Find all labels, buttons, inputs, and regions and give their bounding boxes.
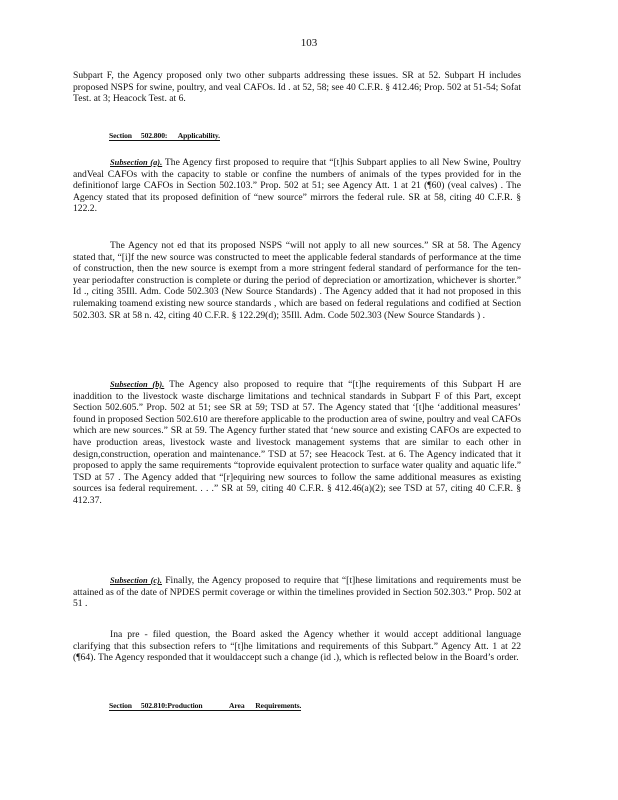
section-heading-production-area: Section 502.810:Production Area Requirements. xyxy=(109,701,302,710)
subsection-a-label: Subsection (a). xyxy=(110,158,163,167)
page-number: 103 xyxy=(300,37,318,49)
subsection-c-label: Subsection (c). xyxy=(110,576,162,585)
paragraph-subsection-a xyxy=(73,157,521,215)
paragraph-intro: Subpart F, the Agency proposed only two other subparts addressing these issues. SR at 52. Subpart H includes proposed NSPS for swine, poultry, and veal CAFOs. Id . at 52, 58; see 40 C.F.R. § 412.46; Prop. 502 at 51-54; Sofat Test. at 3; Heacock Test. at 6. xyxy=(73,70,521,105)
paragraph-subsection-c xyxy=(73,575,521,610)
paragraph-new-source: The Agency not ed that its proposed NSPS “will not apply to all new sources.” SR at 58. The Agency stated that, “[i]f the new source was constructed to meet the applicable federal standards of performance at the time of construction, then the new source is exempt from a more stringent federal standard of performance for the ten-year periodafter construction is complete or during the period of depreciation or amortization, whichever is shorter.” Id ., citing 35Ill. Adm. Code 502.303 (New Source Standards) . The Agency added that it had not proposed in this rulemaking toamend existing new source standards , which are based on federal regulations and codified at Section 502.303. SR at 58 n. 42, citing 40 C.F.R. § 122.29(d); 35Ill. Adm. Code 502.303 (New Source Standards ) . xyxy=(73,240,521,321)
subsection-a-text: The Agency first proposed to require that “[t]his Subpart applies to all New Swine, Poultry andVeal CAFOs with the capacity to stable or confine the numbers of animals of the types provided for in the definitionof large CAFOs in Section 502.103.” Prop. 502 at 51; see Agency Att. 1 at 21 (¶60) (veal calves) . The Agency stated that its proposed definition of “new source” mirrors the federal rule. SR at 58, citing 40 C.F.R. § 122.2. xyxy=(73,157,521,215)
paragraph-board-question: Ina pre - filed question, the Board asked the Agency whether it would accept additional language clarifying that this subsection refers to “[t]he limitations and requirements of this Subpart.” Agency Att. 1 at 22 (¶64). The Agency responded that it wouldaccept such a change (id .), which is reflected below in the Board’s order. xyxy=(73,629,521,664)
paragraph-subsection-b xyxy=(73,379,521,507)
subsection-b-label: Subsection (b). xyxy=(110,380,165,389)
section-heading-applicability: Section 502.800: Applicability. xyxy=(109,131,220,140)
subsection-c-text: Finally, the Agency proposed to require that “[t]hese limitations and requirements must be attained as of the date of NPDES permit coverage or within the timelines provided in Section 502.303.” Prop. 502 at 51 . xyxy=(73,575,521,610)
subsection-b-text: The Agency also proposed to require that “[t]he requirements of this Subpart H are inaddition to the livestock waste discharge limitations and technical standards in Subpart F of this Part, except Section 502.605.” Prop. 502 at 51; see SR at 59; TSD at 57. The Agency stated that ‘[t]he ‘additional measures’ found in proposed Section 502.610 are therefore applicable to the production area of swine, poultry and veal CAFOs which are new sources.” SR at 59. The Agency further stated that ‘new source and existing CAFOs are expected to have production areas, livestock waste and livestock management systems that are similar to each other in design,construction, operation and maintenance.” TSD at 57; see Heacock Test. at 6. The Agency indicated that it proposed to apply the same requirements “toprovide equivalent protection to surface water quality and aquatic life.” TSD at 57 . The Agency added that “[r]equiring new sources to follow the same additional measures as existing sources isa federal requirement. . . .” SR at 59, citing 40 C.F.R. § 412.46(a)(2); see TSD at 57, citing 40 C.F.R. § 412.37. xyxy=(73,379,521,506)
